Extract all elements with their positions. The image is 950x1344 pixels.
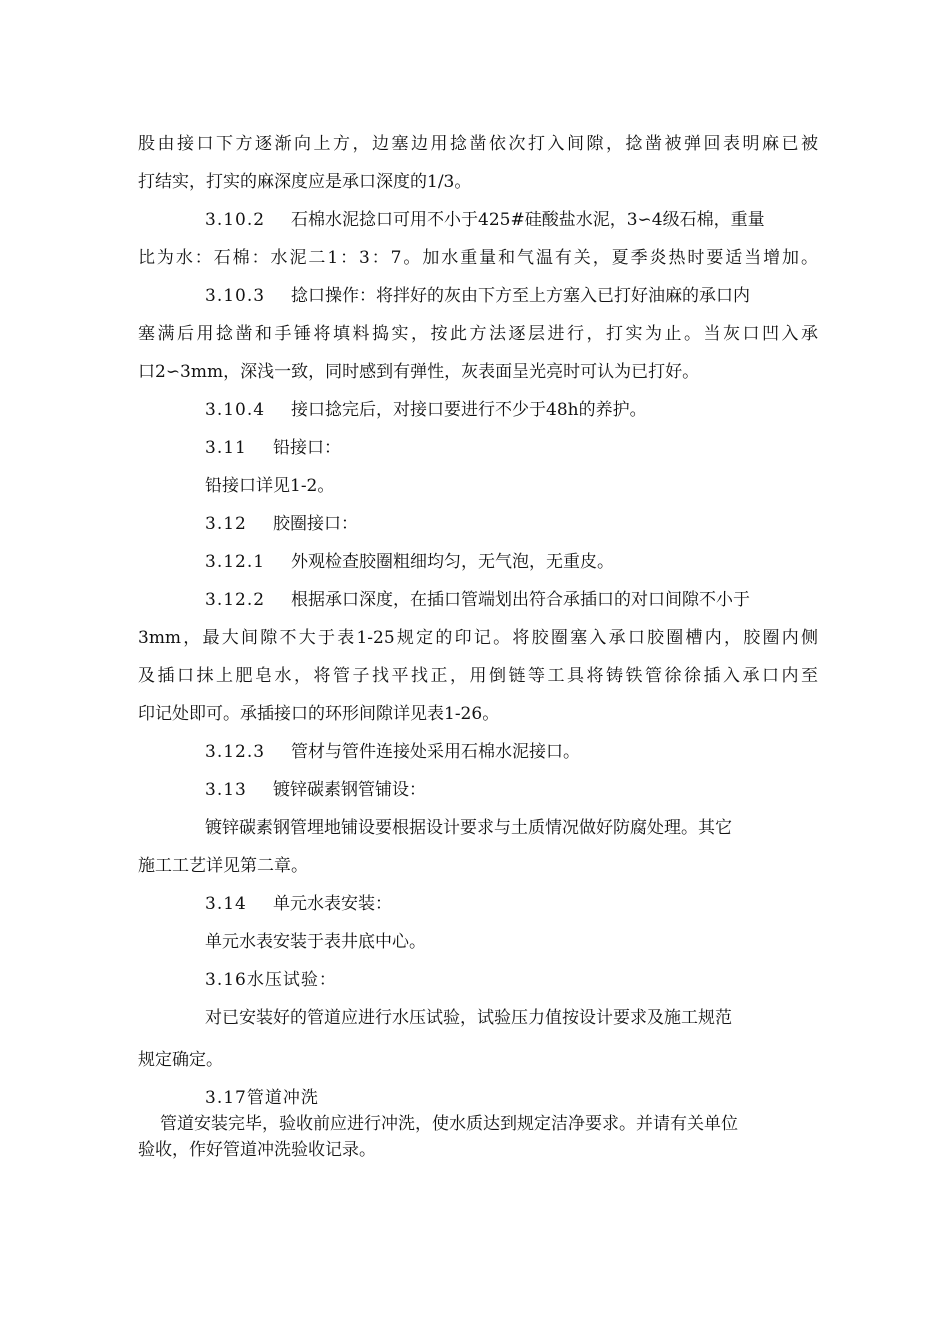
paragraph-line: 验收，作好管道冲洗验收记录。 [138, 1140, 376, 1160]
item-text: 铅接口： [273, 438, 341, 458]
numbered-item-3-12-3 [205, 741, 580, 763]
numbered-item-3-10-3 [205, 285, 750, 307]
section-heading-3-12 [205, 513, 358, 535]
paragraph-line: 对已安装好的管道应进行水压试验，试验压力值按设计要求及施工规范 [205, 1008, 732, 1028]
item-text: 接口捻完后，对接口要进行不少于48h的养护。 [291, 400, 647, 420]
paragraph-line: 及插口抹上肥皂水，将管子找平找正，用倒链等工具将铸铁管徐徐插入承口内至 [138, 666, 818, 686]
numbered-item-3-10-2 [205, 209, 765, 231]
item-text: 镀锌碳素钢管铺设： [273, 780, 426, 800]
paragraph-line: 塞满后用捻凿和手锤将填料捣实，按此方法逐层进行，打实为止。当灰口凹入承 [138, 324, 818, 344]
section-heading-3-17: 3.17管道冲洗 [205, 1088, 319, 1108]
item-text: 管材与管件连接处采用石棉水泥接口。 [291, 742, 580, 762]
item-text: 石棉水泥捻口可用不小于425#硅酸盐水泥，3∽4级石棉，重量 [291, 210, 765, 230]
paragraph-line: 股由接口下方逐渐向上方，边塞边用捻凿依次打入间隙，捻凿被弹回表明麻已被 [138, 134, 818, 154]
section-heading-3-14 [205, 893, 392, 915]
paragraph-line: 打结实，打实的麻深度应是承口深度的1/3。 [138, 172, 472, 192]
paragraph-line: 印记处即可。承插接口的环形间隙详见表1-26。 [138, 704, 500, 724]
paragraph-line: 铅接口详见1-2。 [205, 476, 335, 496]
item-text: 根据承口深度，在插口管端划出符合承插口的对口间隙不小于 [291, 590, 750, 610]
item-number: 3.12 [205, 514, 247, 534]
numbered-item-3-12-2 [205, 589, 750, 611]
paragraph-line: 比为水：石棉：水泥二1：3：7。加水重量和气温有关，夏季炎热时要适当增加。 [138, 248, 818, 268]
numbered-item-3-10-4 [205, 399, 647, 421]
section-heading-3-11 [205, 437, 341, 459]
numbered-item-3-12-1 [205, 551, 614, 573]
paragraph-line: 管道安装完毕，验收前应进行冲洗，使水质达到规定洁净要求。并请有关单位 [160, 1114, 738, 1134]
section-heading-3-16: 3.16水压试验： [205, 970, 337, 990]
paragraph-line: 镀锌碳素钢管埋地铺设要根据设计要求与土质情况做好防腐处理。其它 [205, 818, 732, 838]
item-number: 3.13 [205, 780, 247, 800]
item-number: 3.14 [205, 894, 247, 914]
item-text: 单元水表安装： [273, 894, 392, 914]
item-number: 3.10.3 [205, 286, 266, 306]
item-text: 外观检查胶圈粗细均匀，无气泡，无重皮。 [291, 552, 614, 572]
paragraph-line: 施工工艺详见第二章。 [138, 856, 308, 876]
item-number: 3.12.3 [205, 742, 266, 762]
paragraph-line: 3mm，最大间隙不大于表1-25规定的印记。将胶圈塞入承口胶圈槽内，胶圈内侧 [138, 628, 818, 648]
item-number: 3.10.2 [205, 210, 266, 230]
item-number: 3.10.4 [205, 400, 266, 420]
item-text: 捻口操作：将拌好的灰由下方至上方塞入已打好油麻的承口内 [291, 286, 750, 306]
section-heading-3-13 [205, 779, 426, 801]
item-number: 3.11 [205, 438, 247, 458]
item-text: 胶圈接口： [273, 514, 358, 534]
paragraph-line: 规定确定。 [138, 1050, 223, 1070]
item-number: 3.12.1 [205, 552, 266, 572]
paragraph-line: 单元水表安装于表井底中心。 [205, 932, 426, 952]
paragraph-line: 口2∽3mm，深浅一致，同时感到有弹性，灰表面呈光亮时可认为已打好。 [138, 362, 700, 382]
item-number: 3.12.2 [205, 590, 266, 610]
